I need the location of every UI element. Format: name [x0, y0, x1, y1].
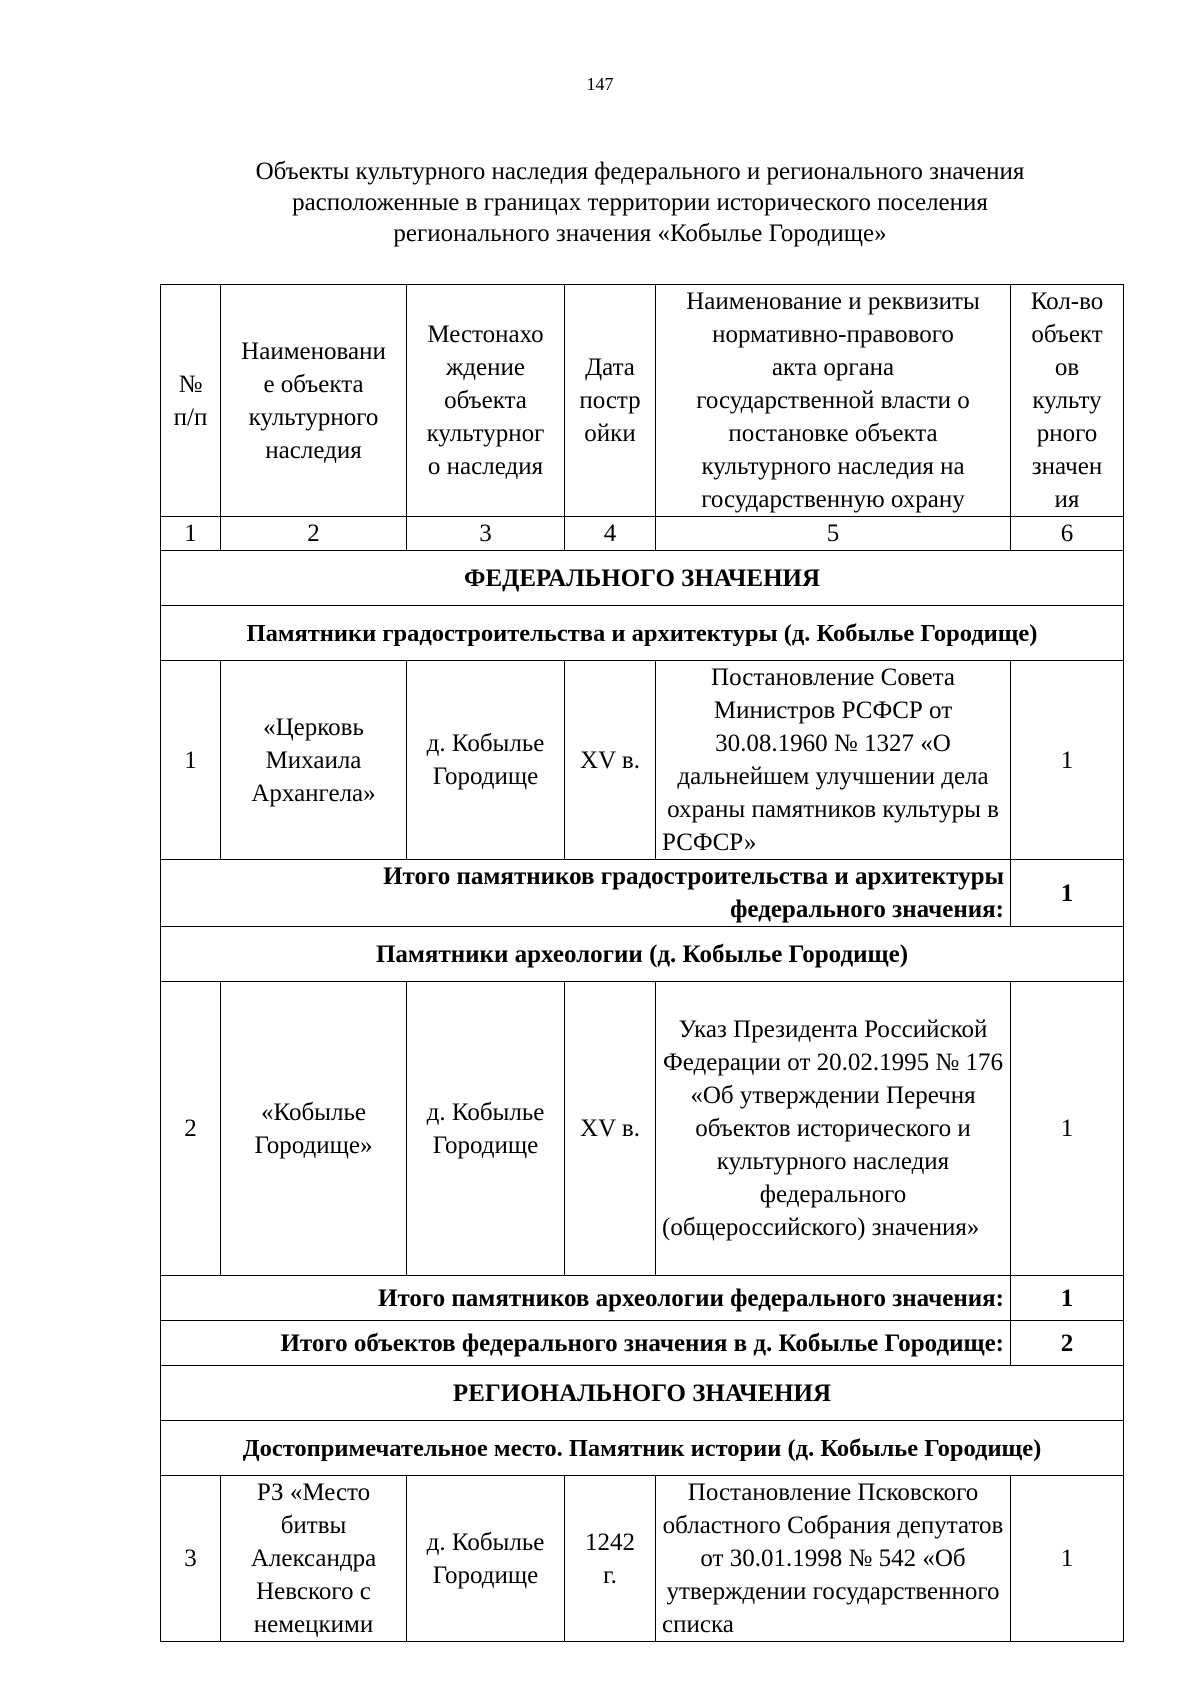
table-header-row [161, 285, 1124, 517]
row-number: 1 [161, 661, 221, 860]
header-location: Местонахо ждение объекта культурног о наследия [407, 285, 565, 517]
object-location: д. Кобылье Городище [407, 1476, 565, 1642]
table-row [161, 661, 1124, 860]
heritage-objects-table [160, 284, 1124, 1642]
architecture-subsection-heading: Памятники градостроительства и архитектуры (д. Кобылье Городище) [161, 606, 1124, 661]
subsection-row [161, 1421, 1124, 1476]
total-row [161, 1321, 1124, 1366]
section-row [161, 1366, 1124, 1421]
title-line-1: Объекты культурного наследия федерального и регионального значения [255, 158, 1025, 185]
legal-act: Указ Президента Российской Федерации от 20.02.1995 № 176 «Об утверждении Перечня объектов исторического и культурного наследия федерального (общероссийского) значения» [656, 982, 1011, 1276]
architecture-total-value: 1 [1011, 860, 1124, 927]
build-date: XV в. [565, 982, 656, 1276]
header-legal-act: Наименование и реквизиты нормативно-правового акта органа государственной власти о постановке объекта культурного наследия на государственную охрану [656, 285, 1011, 517]
column-number: 3 [407, 517, 565, 551]
legal-act: Постановление Псковского областного Собрания депутатов от 30.01.1998 № 542 «Об утверждении государственного списка [656, 1476, 1011, 1642]
subtotal-row [161, 1276, 1124, 1321]
build-date: 1242 г. [565, 1476, 656, 1642]
header-object-count: Кол-во объект ов культу рного значен ия [1011, 285, 1124, 517]
column-number: 6 [1011, 517, 1124, 551]
subsection-row [161, 606, 1124, 661]
page-number: 147 [586, 74, 614, 94]
archaeology-subsection-heading: Памятники археологии (д. Кобылье Городище) [161, 927, 1124, 982]
column-number: 5 [656, 517, 1011, 551]
column-number: 1 [161, 517, 221, 551]
table-row [161, 1476, 1124, 1642]
build-date: XV в. [565, 661, 656, 860]
object-count: 1 [1011, 661, 1124, 860]
header-build-date: Дата постр ойки [565, 285, 656, 517]
object-count: 1 [1011, 982, 1124, 1276]
row-number: 3 [161, 1476, 221, 1642]
object-count: 1 [1011, 1476, 1124, 1642]
landmark-subsection-heading: Достопримечательное место. Памятник истории (д. Кобылье Городище) [161, 1421, 1124, 1476]
legal-act: Постановление Совета Министров РСФСР от 30.08.1960 № 1327 «О дальнейшем улучшении дела охраны памятников культуры в РСФСР» [656, 661, 1011, 860]
object-name: «Кобылье Городище» [221, 982, 407, 1276]
column-number: 4 [565, 517, 656, 551]
document-title [150, 156, 1130, 249]
regional-section-heading: РЕГИОНАЛЬНОГО ЗНАЧЕНИЯ [161, 1366, 1124, 1421]
object-location: д. Кобылье Городище [407, 661, 565, 860]
table-row [161, 982, 1124, 1276]
title-line-3: регионального значения «Кобылье Городище» [393, 220, 887, 247]
object-location: д. Кобылье Городище [407, 982, 565, 1276]
header-number: № п/п [161, 285, 221, 517]
object-name: РЗ «Место битвы Александра Невского с немецкими [221, 1476, 407, 1642]
object-name: «Церковь Михаила Архангела» [221, 661, 407, 860]
section-row [161, 551, 1124, 606]
title-line-2: расположенные в границах территории исторического поселения [292, 189, 988, 216]
federal-total-label: Итого объектов федерального значения в д. Кобылье Городище: [161, 1321, 1011, 1366]
archaeology-total-value: 1 [1011, 1276, 1124, 1321]
federal-section-heading: ФЕДЕРАЛЬНОГО ЗНАЧЕНИЯ [161, 551, 1124, 606]
header-object-name: Наименовани е объекта культурного наследия [221, 285, 407, 517]
column-number: 2 [221, 517, 407, 551]
architecture-total-label: Итого памятников градостроительства и архитектуры федерального значения: [161, 860, 1011, 927]
row-number: 2 [161, 982, 221, 1276]
column-number-row [161, 517, 1124, 551]
subtotal-row [161, 860, 1124, 927]
subsection-row [161, 927, 1124, 982]
archaeology-total-label: Итого памятников археологии федерального значения: [161, 1276, 1011, 1321]
federal-total-value: 2 [1011, 1321, 1124, 1366]
